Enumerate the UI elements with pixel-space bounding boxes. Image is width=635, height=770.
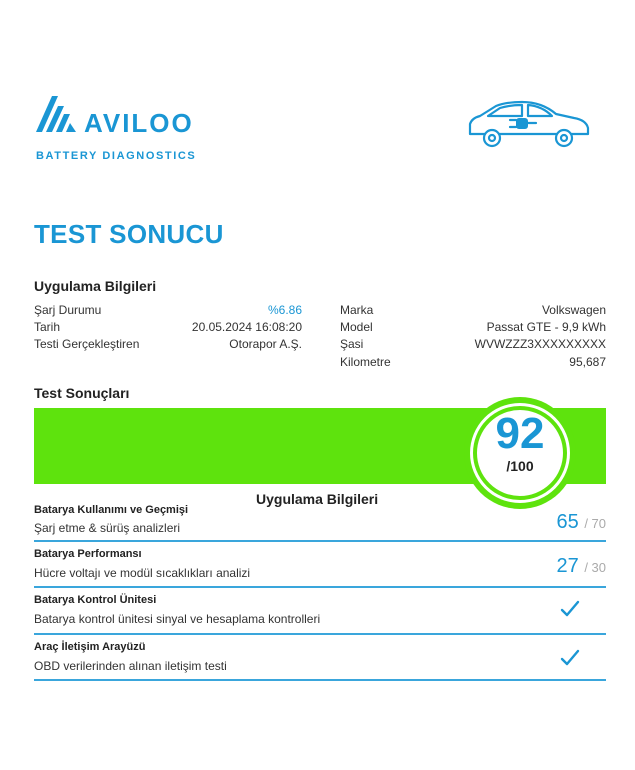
result-item-battery-performance [34, 542, 606, 588]
brand-name: AVILOO [84, 108, 194, 138]
result-score [557, 511, 607, 534]
result-desc: Batarya kontrol ünitesi sinyal ve hesaplama kontrolleri [34, 612, 321, 626]
result-score-value: 27 [556, 555, 579, 577]
checkmark-icon [560, 649, 580, 667]
info-row-mileage [340, 355, 606, 369]
info-label: Şasi [340, 337, 364, 351]
results-heading: Test Sonuçları [34, 385, 130, 401]
info-row-model [340, 320, 606, 334]
result-item-battery-usage [34, 496, 606, 542]
result-score [557, 555, 607, 578]
info-label: Testi Gerçekleştiren [34, 337, 140, 351]
result-score-value: 65 [556, 511, 579, 533]
result-desc: Şarj etme & sürüş analizleri [34, 521, 181, 535]
info-row-brand [340, 303, 606, 317]
result-desc: OBD verilerinden alınan iletişim testi [34, 659, 227, 673]
info-value: Otorapor A.Ş. [229, 337, 302, 351]
info-value: Volkswagen [541, 303, 606, 317]
info-row-tester [34, 337, 302, 351]
info-label: Şarj Durumu [34, 303, 102, 317]
result-title: Batarya Performansı [34, 548, 142, 560]
info-row-charge-state [34, 303, 302, 317]
info-value: %6.86 [267, 303, 302, 317]
section-overlay-label: Uygulama Bilgileri [256, 491, 379, 507]
electric-car-icon [466, 100, 592, 148]
result-title: Araç İletişim Arayüzü [34, 641, 146, 653]
result-score-max: / 70 [584, 516, 606, 531]
result-title: Batarya Kontrol Ünitesi [34, 594, 157, 606]
info-label: Marka [340, 303, 374, 317]
info-label: Model [340, 320, 373, 334]
result-item-vehicle-communication [34, 635, 606, 681]
page-title: TEST SONUCU [34, 219, 224, 249]
info-value: 20.05.2024 16:08:20 [191, 320, 302, 334]
result-score-max: / 30 [584, 560, 606, 575]
checkmark-icon [560, 600, 580, 618]
info-label: Kilometre [340, 355, 391, 369]
info-value: WVWZZZ3XXXXXXXXX [474, 337, 606, 351]
score-max: /100 [506, 458, 534, 474]
info-value: Passat GTE - 9,9 kWh [486, 320, 606, 334]
score-value: 92 [495, 409, 545, 458]
result-desc: Hücre voltajı ve modül sıcaklıkları analizi [34, 566, 251, 580]
info-value: 95,687 [569, 355, 606, 369]
info-row-date [34, 320, 302, 334]
info-row-chassis [340, 337, 606, 351]
result-title: Batarya Kullanımı ve Geçmişi [34, 504, 189, 516]
info-label: Tarih [34, 320, 61, 334]
result-item-battery-control-unit [34, 588, 606, 635]
aviloo-logo-icon [36, 96, 76, 132]
info-heading: Uygulama Bilgileri [34, 278, 157, 294]
brand-tagline: BATTERY DIAGNOSTICS [36, 150, 197, 162]
